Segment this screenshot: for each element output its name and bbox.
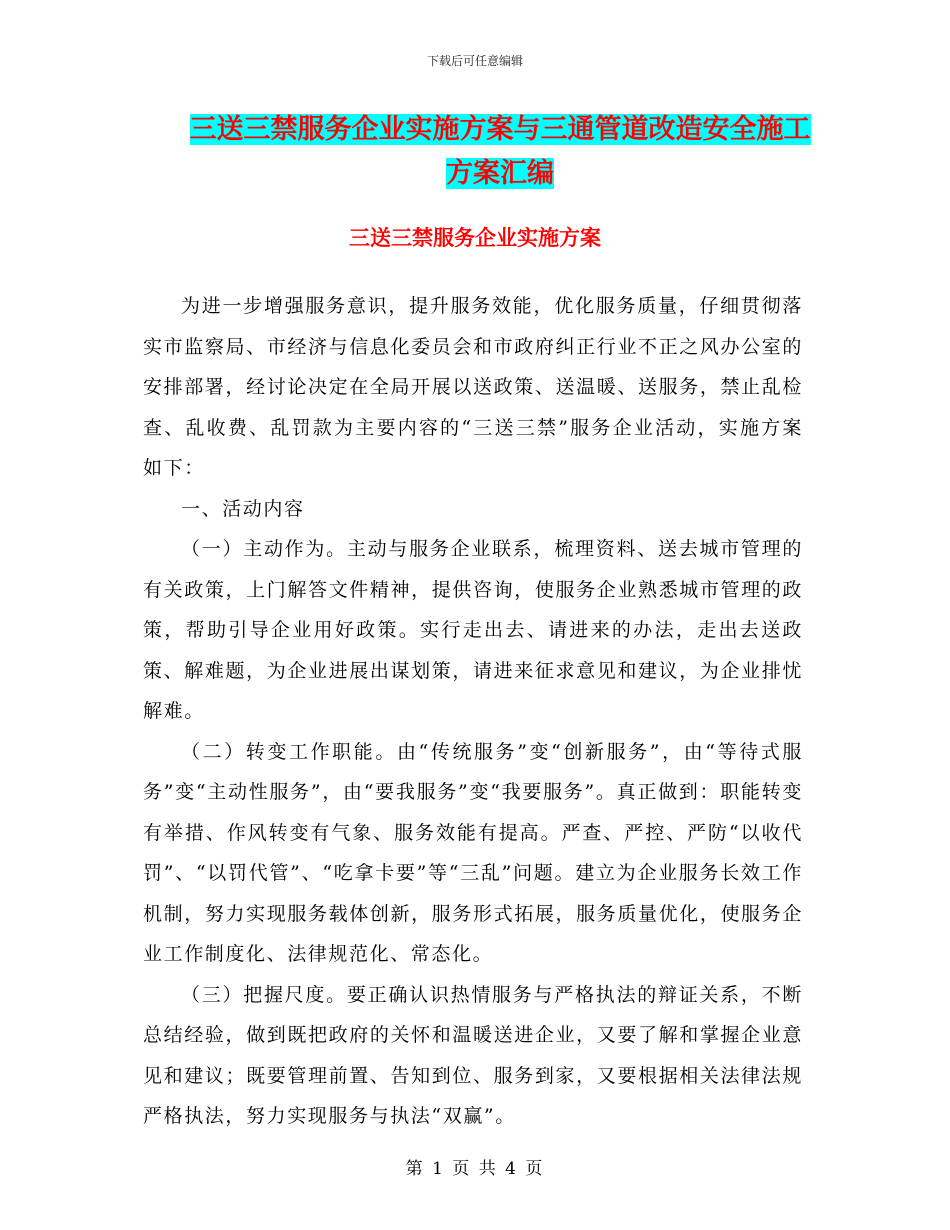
page-number-footer: 第 1 页 共 4 页 bbox=[405, 1159, 545, 1179]
paragraph-item-1: （一）主动作为。主动与服务企业联系，梳理资料、送去城市管理的有关政策，上门解答文件精神，提供咨询，使服务企业熟悉城市管理的政策，帮助引导企业用好政策。实行走出去、请进来的办法，走出去送政策、解难题，为企业进展出谋划策，请进来征求意见和建议，为企业排忧解难。 bbox=[143, 538, 803, 722]
paragraph-item-2: （二）转变工作职能。由“传统服务”变“创新服务”，由“等待式服务”变“主动性服务”，由“要我服务”变“我要服务”。真正做到：职能转变有举措、作风转变有气象、服务效能有提高。严查、严控、严防“以收代罚”、“以罚代管”、“吃拿卡要”等“三乱”问题。建立为企业服务长效工作机制，努力实现服务载体创新，服务形式拓展，服务质量优化，使服务企业工作制度化、法律规范化、常态化。 bbox=[143, 740, 803, 965]
paragraph-item-3: （三）把握尺度。要正确认识热情服务与严格执法的辩证关系，不断总结经验，做到既把政府的关怀和温暖送进企业，又要了解和掌握企业意见和建议；既要管理前置、告知到位、服务到家，又要根据相关法律法规严格执法，努力实现服务与执法“双赢”。 bbox=[143, 983, 803, 1127]
body-text bbox=[143, 286, 803, 1137]
header-note: 下载后可任意编辑 bbox=[426, 54, 523, 68]
paragraph-heading-activity: 一、活动内容 bbox=[181, 497, 305, 520]
paragraph-intro: 为进一步增强服务意识，提升服务效能，优化服务质量，仔细贯彻落实市监察局、市经济与信息化委员会和市政府纠正行业不正之风办公室的安排部署，经讨论决定在全局开展以送政策、送温暖、送服务，禁止乱检查、乱收费、乱罚款为主要内容的“三送三禁”服务企业活动，实施方案如下： bbox=[143, 295, 803, 479]
document-title-line-1: 三送三禁服务企业实施方案与三通管道改造安全施工 bbox=[189, 114, 811, 145]
document-title bbox=[140, 108, 860, 196]
document-title-line-2: 方案汇编 bbox=[446, 158, 554, 189]
section-title: 三送三禁服务企业实施方案 bbox=[349, 225, 601, 250]
